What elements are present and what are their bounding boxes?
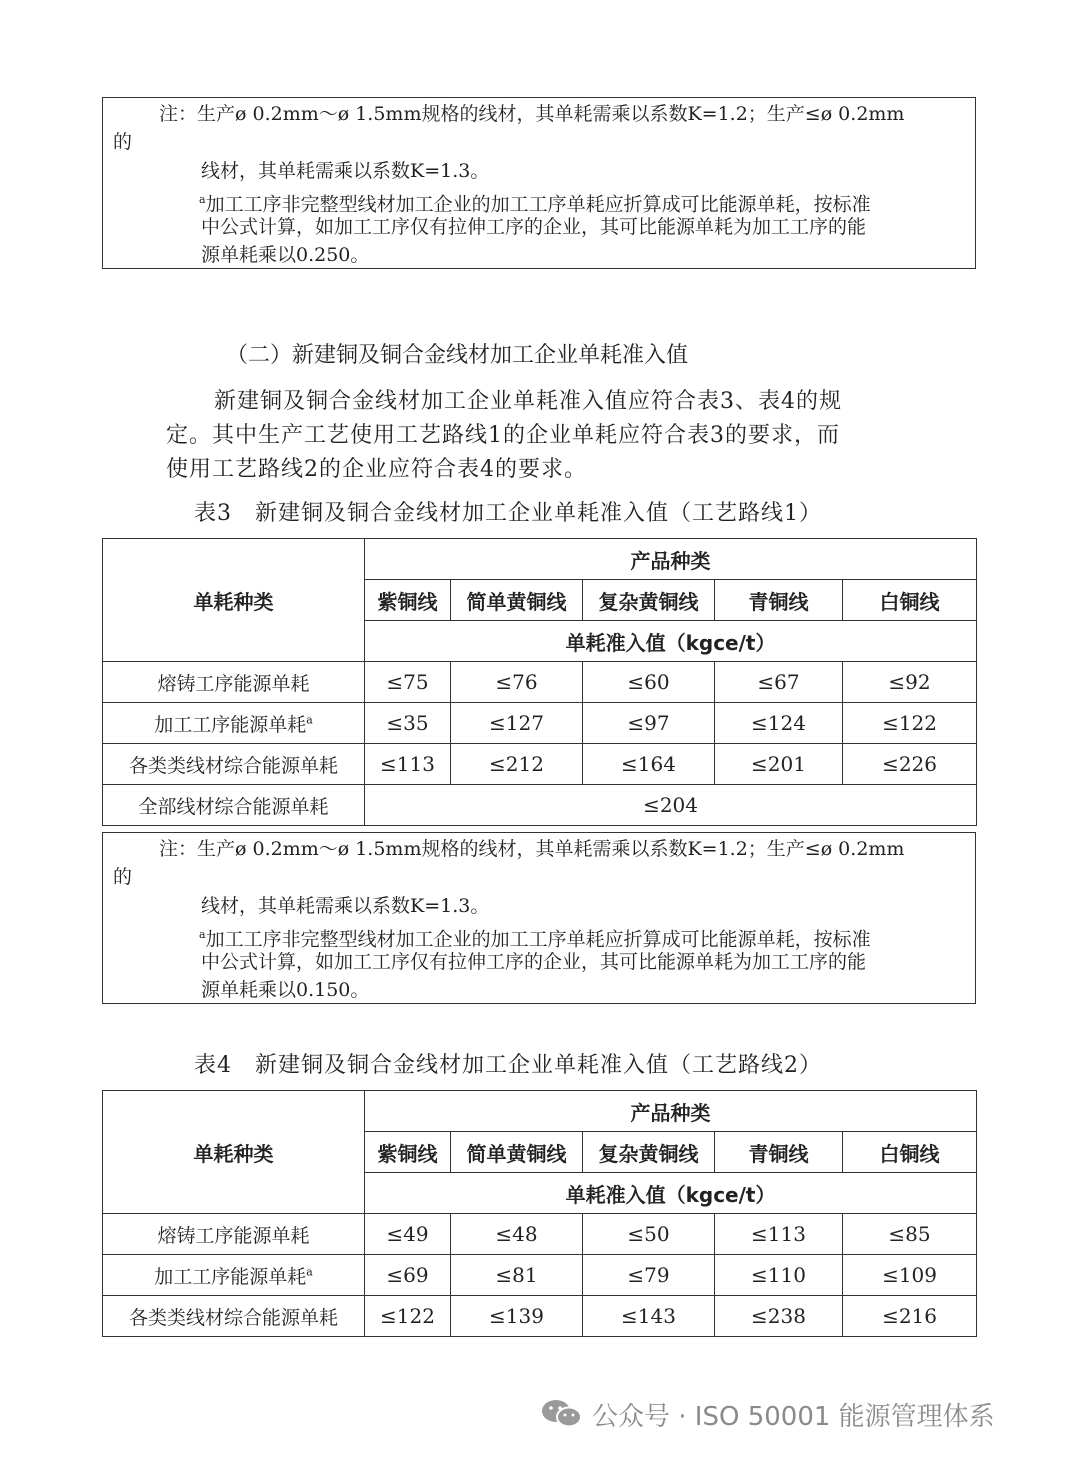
- table3-cell: ≤164: [583, 744, 715, 785]
- table3-col-header: 复杂黄铜线: [583, 580, 715, 621]
- table4-row-header: 单耗种类: [103, 1091, 365, 1214]
- table3-cell: ≤76: [451, 662, 583, 703]
- table3-cell: ≤92: [843, 662, 977, 703]
- table-row: [103, 703, 977, 744]
- table3-note-line-3-text: 加工工序非完整型线材加工企业的加工工序单耗应折算成可比能源单耗，按标准: [205, 928, 871, 951]
- table3-total-label: 全部线材综合能源单耗: [103, 785, 365, 826]
- table4-row-label-text: 加工工序能源单耗: [154, 1265, 307, 1288]
- watermark: [540, 1393, 995, 1435]
- table3-note-line-5: 源单耗乘以0.150。: [201, 979, 370, 1001]
- top-note-line-4: 中公式计算，如加工工序仅有拉伸工序的企业，其可比能源单耗为加工工序的能: [201, 216, 867, 238]
- table3-note-line-1b: 的: [113, 866, 133, 888]
- table3-col-header: 白铜线: [843, 580, 977, 621]
- table4-col-header: 复杂黄铜线: [583, 1132, 715, 1173]
- top-note-line-3-text: 加工工序非完整型线材加工企业的加工工序单耗应折算成可比能源单耗，按标准: [205, 193, 871, 216]
- table4-col-header: 白铜线: [843, 1132, 977, 1173]
- table3-cell: ≤124: [715, 703, 843, 744]
- table3-total-value: ≤204: [365, 785, 977, 826]
- table3-col-header: 青铜线: [715, 580, 843, 621]
- table3-row-label-text: 加工工序能源单耗: [154, 713, 307, 736]
- table3-row-header: 单耗种类: [103, 539, 365, 662]
- table4: [102, 1090, 977, 1337]
- watermark-text: 公众号 · ISO 50001 能源管理体系: [592, 1401, 995, 1432]
- table4-col-header: 青铜线: [715, 1132, 843, 1173]
- table4-cell: ≤110: [715, 1255, 843, 1296]
- table4-row-label: [103, 1255, 365, 1296]
- table3-row-label: 各类类线材综合能源单耗: [103, 744, 365, 785]
- table3-cell: ≤212: [451, 744, 583, 785]
- table3-cell: ≤201: [715, 744, 843, 785]
- table3-note-line-4: 中公式计算，如加工工序仅有拉伸工序的企业，其可比能源单耗为加工工序的能: [201, 951, 867, 973]
- table4-cell: ≤113: [715, 1214, 843, 1255]
- table3-cell: ≤122: [843, 703, 977, 744]
- paragraph-line-2: 定。其中生产工艺使用工艺路线1的企业单耗应符合表3的要求，而: [166, 423, 840, 448]
- table4-cell: ≤109: [843, 1255, 977, 1296]
- table3-cell: ≤127: [451, 703, 583, 744]
- table3-row-label: [103, 703, 365, 744]
- top-note-line-5: 源单耗乘以0.250。: [201, 244, 370, 266]
- table4-cell: ≤216: [843, 1296, 977, 1337]
- top-note-box: [102, 97, 976, 269]
- table4-group-header: 产品种类: [365, 1091, 977, 1132]
- table4-caption: 表4 新建铜及铜合金线材加工企业单耗准入值（工艺路线2）: [194, 1053, 822, 1078]
- table3-note-line-2: 线材，其单耗需乘以系数K=1.3。: [201, 895, 490, 917]
- table3-unit-header: 单耗准入值（kgce/t）: [365, 621, 977, 662]
- table3-cell: ≤226: [843, 744, 977, 785]
- table4-cell: ≤69: [365, 1255, 451, 1296]
- table3-cell: ≤60: [583, 662, 715, 703]
- table4-cell: ≤79: [583, 1255, 715, 1296]
- table3-note-line-1: 注：生产ø 0.2mm～ø 1.5mm规格的线材，其单耗需乘以系数K=1.2；生产≤ø 0.2mm: [159, 838, 905, 860]
- top-note-line-1b: 的: [113, 131, 133, 153]
- table3-row-label: 熔铸工序能源单耗: [103, 662, 365, 703]
- table3-caption: 表3 新建铜及铜合金线材加工企业单耗准入值（工艺路线1）: [194, 501, 822, 526]
- table3-cell: ≤35: [365, 703, 451, 744]
- table-row: [103, 1255, 977, 1296]
- top-note-line-2: 线材，其单耗需乘以系数K=1.3。: [201, 160, 490, 182]
- table4-cell: ≤48: [451, 1214, 583, 1255]
- table3-col-header: 紫铜线: [365, 580, 451, 621]
- table4-row-label: 熔铸工序能源单耗: [103, 1214, 365, 1255]
- table4-cell: ≤81: [451, 1255, 583, 1296]
- table-row: [103, 1214, 977, 1255]
- table3-cell: ≤67: [715, 662, 843, 703]
- table3-group-header: 产品种类: [365, 539, 977, 580]
- table3-cell: ≤75: [365, 662, 451, 703]
- table-row: [103, 1296, 977, 1337]
- footnote-mark: a: [199, 928, 206, 941]
- wechat-icon: [540, 1397, 584, 1431]
- table4-col-header: 简单黄铜线: [451, 1132, 583, 1173]
- table-row: [103, 744, 977, 785]
- table3-col-header: 简单黄铜线: [451, 580, 583, 621]
- footnote-mark: a: [306, 1265, 313, 1279]
- table3-cell: ≤113: [365, 744, 451, 785]
- table4-cell: ≤50: [583, 1214, 715, 1255]
- table4-unit-header: 单耗准入值（kgce/t）: [365, 1173, 977, 1214]
- table-row: [103, 662, 977, 703]
- table4-col-header: 紫铜线: [365, 1132, 451, 1173]
- paragraph-line-3: 使用工艺路线2的企业应符合表4的要求。: [166, 457, 587, 482]
- table4-row-label: 各类类线材综合能源单耗: [103, 1296, 365, 1337]
- paragraph-line-1: 新建铜及铜合金线材加工企业单耗准入值应符合表3、表4的规: [214, 389, 842, 414]
- table4-cell: ≤238: [715, 1296, 843, 1337]
- footnote-mark: a: [199, 193, 206, 206]
- table4-cell: ≤49: [365, 1214, 451, 1255]
- top-note-line-1: 注：生产ø 0.2mm～ø 1.5mm规格的线材，其单耗需乘以系数K=1.2；生产≤ø 0.2mm: [159, 103, 905, 125]
- table4-cell: ≤139: [451, 1296, 583, 1337]
- table3-cell: ≤97: [583, 703, 715, 744]
- table-row: [103, 785, 977, 826]
- section-heading: （二）新建铜及铜合金线材加工企业单耗准入值: [226, 343, 689, 368]
- table4-cell: ≤122: [365, 1296, 451, 1337]
- table4-cell: ≤143: [583, 1296, 715, 1337]
- table3: [102, 538, 977, 826]
- footnote-mark: a: [306, 713, 313, 727]
- table4-cell: ≤85: [843, 1214, 977, 1255]
- table3-note-box: [102, 832, 976, 1004]
